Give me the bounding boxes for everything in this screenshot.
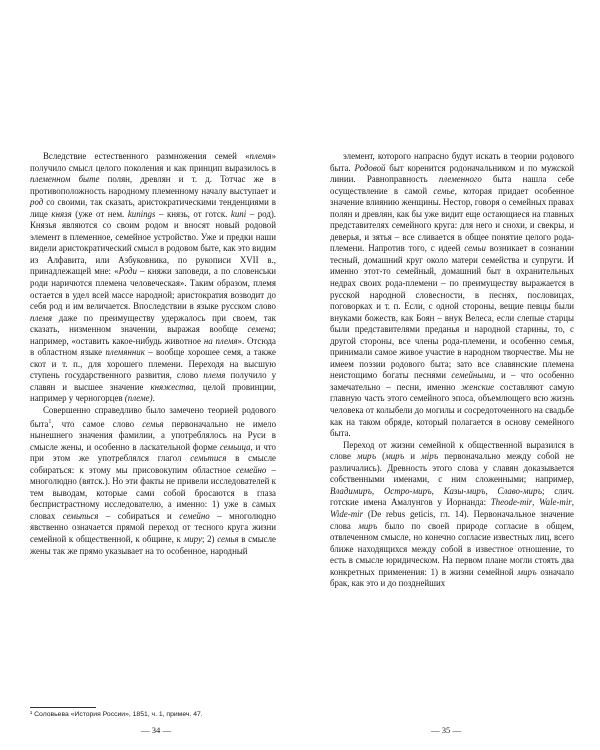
page-number-left: — 34 — xyxy=(140,725,172,735)
italic-term: семьтися xyxy=(190,453,227,464)
footnote: ¹ Соловьева «История России», 1851, ч. 1, примеч. 47. xyxy=(30,711,203,718)
italic-term: семьться xyxy=(62,510,99,521)
italic-term: (племе) xyxy=(124,393,153,404)
italic-term: Wide-mir xyxy=(330,508,364,519)
text-run: ; слич. готские имена Амалунгов у Иорнанда: xyxy=(330,485,575,508)
text-run: . xyxy=(152,393,155,404)
text-run: – княжи заповеди, а по словенськи роди наричются племена человеческая». Таким образом, племя остается в удел всей массе народной; аристократия возводит до себя род и им величается. Впоследствии в языке русском слово xyxy=(30,266,277,312)
text-run: – собираться и xyxy=(98,510,180,521)
text-run: ; 2) xyxy=(201,534,218,545)
right-page xyxy=(300,0,600,750)
italic-term: Владимиръ xyxy=(330,485,372,496)
text-run: Вследствие естественного размножения семей « xyxy=(43,151,250,161)
italic-term: семье xyxy=(433,185,455,196)
page-number-right: — 35 — xyxy=(430,725,462,735)
italic-term: миру xyxy=(183,534,202,545)
left-page-text xyxy=(30,151,276,557)
italic-term: Роди xyxy=(118,266,137,277)
text-run: ». Отсюда в областном языке xyxy=(30,335,276,358)
text-run: , которая придает особенное значение влиянию женщины. Нестор, говоря о семейных правах полян и древлян, как бы уже видит еще остающиеся на главных представителях семейного круга: для него и снохи, и свекры, и деверья, и зятья – все сливается в общее понятие целого рода-племени. Напротив того, с идеей xyxy=(330,185,574,254)
italic-term: князя xyxy=(51,208,72,219)
text-run: быта нашла себе осуществление в самой xyxy=(330,174,574,196)
text-run: » получило смысл целого поколения и как принцип выразилось в xyxy=(30,151,276,173)
text-run: – вообще хорошее семя, а также скот и т. п., для хорошего племени. Переходя на высшую ступень государственного развития, слово xyxy=(30,347,276,381)
paragraph xyxy=(30,151,276,405)
italic-term: семена xyxy=(247,324,274,335)
italic-term: племенного xyxy=(438,174,482,185)
text-run: , и что при этом же употреблялся глагол xyxy=(30,441,276,464)
italic-term: миръ xyxy=(385,451,405,462)
paragraph xyxy=(330,151,574,440)
text-run: (уже от нем. xyxy=(71,208,128,219)
italic-term: Родовой xyxy=(354,162,386,173)
italic-term: семейными xyxy=(451,370,494,381)
text-run: в смысле жены так же прямо указывает на то особенное, народный xyxy=(30,534,276,556)
italic-term: племенном быте xyxy=(30,174,100,185)
text-run: даже по преимуществу удержалось при своем, так сказать, низменном значении, выражая вообще xyxy=(30,312,276,335)
text-run: было по своей природе согласие в общем, отвлеченном смысле, но конечно согласие известных лиц, всего ближе находящихся между собой в известное отношение, то есть в смысле юридическом. На первом плане могли стоять два конкретных применения: 1) в жизни семейной xyxy=(330,520,574,577)
italic-term: племя xyxy=(30,312,53,323)
italic-term: семья xyxy=(217,534,239,545)
italic-term: семья xyxy=(142,418,164,429)
italic-term: племянник xyxy=(105,347,145,358)
text-run: , xyxy=(431,485,444,496)
italic-term: kuni xyxy=(230,208,247,219)
italic-term: Славо-миръ xyxy=(497,485,543,496)
italic-term: Wale-mir xyxy=(539,497,572,508)
text-run: ; например, «оставить какое-нибудь животное xyxy=(30,324,276,346)
text-run: со своими, так сказать, аристократическими тенденциями в лице xyxy=(30,197,276,219)
text-run: возникает в сознании тесный, домашний круг около матери семейства и супруги. И именно этот-то семейный, домашний быт в охранительных недрах своих рода-племени – по преимуществу выражается в русской народной словесности, в песнях, пословицах, поговорках и т. п. Если, с одной стороны, вещие певцы были внуками божеств, как Боян – внук Велеса, если слепые старцы были представителями преданья и народной старины, то, с другой стороны, все члены рода-племени, и особенно семья, принимали самое живое участие в народном творчестве. Мы не имеем поэзии родового быта; зато все славянские племена неистощимо богаты песнями xyxy=(330,243,574,381)
text-run: – род). Князья являются со своим родом и вносят новый родовой элемент в племенное, семейное устройство. Уже и предки наши видели аристократический смысл в родовом быте, как это видим из Алфавита, или Азбуковника, по рукописи XVII в., принадлежащей мне: « xyxy=(30,208,277,277)
italic-term: мiръ xyxy=(421,451,439,462)
text-run: элемент, которого напрасно будут искать в теории родового быта. xyxy=(330,151,574,173)
italic-term: семьица xyxy=(219,441,251,452)
text-run: ( xyxy=(376,451,386,462)
text-run: первоначально не имело нынешнего значения фамилии, а употреблялось на Руси в смысле жены, и особенно в ласкательной форме xyxy=(30,418,277,452)
text-run: составляют самую главную часть этого семейного эпоса, объемлющего всю жизнь человека от колыбели до могилы и сосредоточенного на свадьбе как на таком обряде, который полагается в основу семейного быта. xyxy=(330,381,574,439)
text-run: – многолюдно явственно означается прямой переход от тесного круга жизни семейной к общественной, к общине, к xyxy=(30,510,276,545)
text-run: первоначально между собой не различались). Древность этого слова у славян доказывается собственными именами, с ним сложенными; например, xyxy=(330,451,574,485)
italic-term: семьи xyxy=(464,243,486,254)
paragraph xyxy=(330,440,574,590)
italic-term: миръ xyxy=(356,451,377,462)
text-run: получило у славян и высшее значение xyxy=(30,370,277,392)
text-run: – князь, от готск. xyxy=(155,208,231,219)
italic-term: миръ xyxy=(517,566,537,577)
right-page-text xyxy=(330,151,574,590)
italic-term: миръ xyxy=(358,520,378,531)
text-run: означало брак, как это и до позднейших xyxy=(330,566,574,589)
text-run: , xyxy=(571,497,574,508)
italic-term: племя xyxy=(203,370,226,381)
text-run: , xyxy=(371,485,384,496)
text-run: (De rebus geticis, гл. 14). Первоначальное значение слова xyxy=(330,508,574,531)
text-run: , xyxy=(485,485,498,496)
text-run: и xyxy=(404,451,422,462)
text-run: , и – что особенно замечательно – песни, именно xyxy=(330,370,574,392)
italic-term: племя xyxy=(249,151,272,161)
italic-term: женские xyxy=(461,381,495,392)
text-run: в смысле собираться: к этому мы присовокупим областное xyxy=(30,453,276,475)
italic-term: на племя xyxy=(203,335,238,346)
paragraph xyxy=(30,405,276,557)
text-run: быт коренится родоначальником и по мужской линии. Равноправность xyxy=(330,162,575,185)
italic-term: семейно xyxy=(235,464,267,475)
footnote-ref: 1 xyxy=(48,418,52,425)
text-run: полян, древлян и т. д. Тотчас же в противоположность народному племенному началу выступает и xyxy=(30,174,276,196)
italic-term: княжества xyxy=(150,381,194,392)
text-run: , целой провинции, например у черногорцев xyxy=(30,381,276,404)
italic-term: семейно xyxy=(179,510,210,521)
text-run: Совершенно справедливо было замечено теорией родового быта xyxy=(30,405,276,429)
text-run: Переход от жизни семейной к общественной выразился в слове xyxy=(330,439,574,462)
italic-term: kunings xyxy=(127,208,156,219)
italic-term: род xyxy=(30,197,44,208)
italic-term: Казы-миръ xyxy=(443,485,486,496)
italic-term: Theode-mir xyxy=(490,497,533,508)
italic-term: Остро-миръ xyxy=(383,485,432,496)
text-run: – многолюдно (вятск.). Но эти факты не привели исследователей к тем выводам, которые сами собой бросаются в глаза беспристрастному исследователю, а именно: 1) уже в самых словах xyxy=(30,464,276,521)
footnote-rule xyxy=(30,707,96,708)
text-run: , что самое слово xyxy=(51,418,143,429)
text-run: , xyxy=(532,497,540,508)
